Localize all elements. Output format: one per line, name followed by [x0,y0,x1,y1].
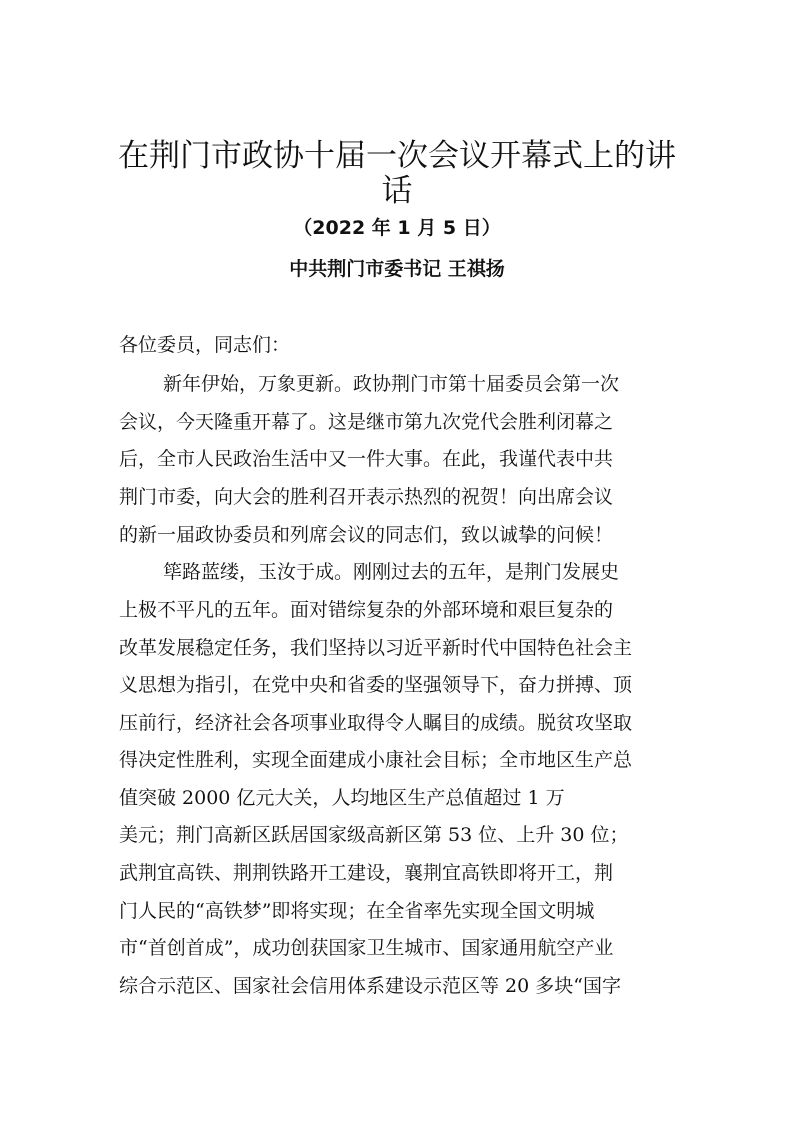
body-line: 荆门市委，向大会的胜利召开表示热烈的祝贺！向出席会议 [119,486,614,508]
body-line: 的新一届政协委员和列席会议的同志们，致以诚挚的问候！ [119,524,614,546]
body-line: 市“首创首成”，成功创获国家卫生城市、国家通用航空产业 [119,937,614,959]
speech-author: 中共荆门市委书记 王祺扬 [289,258,505,280]
speech-date: （2022 年 1 月 5 日） [293,217,501,239]
body-line: 值突破 2000 亿元大关，人均地区生产总值超过 1 万 [119,787,565,809]
document-title: 在荆门市政协十届一次会议开幕式上的讲 [118,138,676,174]
body-line: 得决定性胜利，实现全面建成小康社会目标；全市地区生产总 [119,749,633,771]
body-line: 义思想为指引，在党中央和省委的坚强领导下，奋力拼搏、顶 [119,674,633,696]
body-line: 新年伊始，万象更新。政协荆门市第十届委员会第一次 [163,373,620,395]
body-line: 美元；荆门高新区跃居国家级高新区第 53 位、上升 30 位； [119,824,629,846]
salutation: 各位委员，同志们： [119,334,291,356]
body-line: 门人民的“高铁梦”即将实现；在全省率先实现全国文明城 [119,900,595,922]
body-line: 压前行，经济社会各项事业取得令人瞩目的成绩。脱贫攻坚取 [119,712,633,734]
body-line: 武荆宜高铁、荆荆铁路开工建设，襄荆宜高铁即将开工，荆 [119,862,614,884]
body-line: 筚路蓝缕，玉汝于成。刚刚过去的五年，是荆门发展史 [163,561,620,583]
body-line: 综合示范区、国家社会信用体系建设示范区等 20 多块“国字 [119,975,621,997]
body-line: 会议，今天隆重开幕了。这是继市第九次党代会胜利闭幕之 [119,411,614,433]
body-line: 上极不平凡的五年。面对错综复杂的外部环境和艰巨复杂的 [119,599,614,621]
body-line: 后，全市人民政治生活中又一件大事。在此，我谨代表中共 [119,448,614,470]
document-title-continued: 话 [381,173,413,209]
body-line: 改革发展稳定任务，我们坚持以习近平新时代中国特色社会主 [119,637,633,659]
